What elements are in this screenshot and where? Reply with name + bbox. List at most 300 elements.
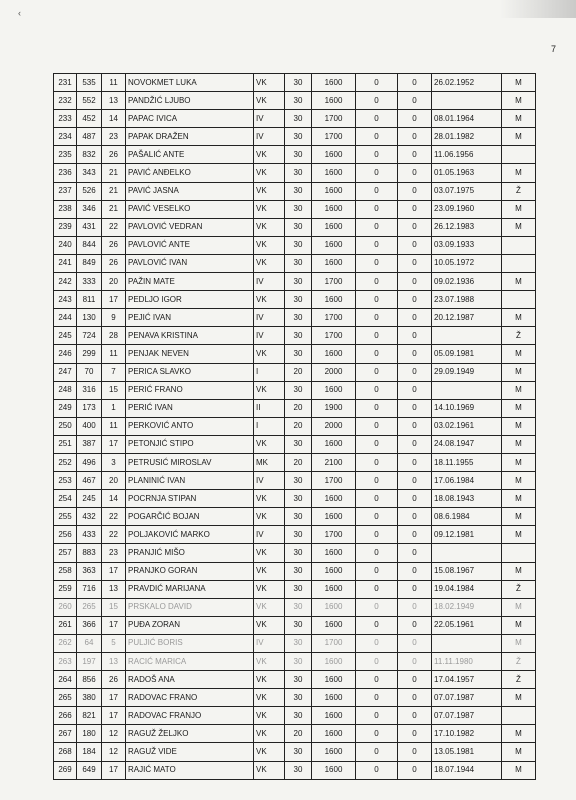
zero-cell-a: 0 xyxy=(356,164,398,182)
table-row xyxy=(54,309,536,327)
zero-cell-a: 0 xyxy=(356,743,398,761)
birth-date-cell: 07.07.1987 xyxy=(432,689,502,707)
sex-cell xyxy=(502,146,536,164)
row-number-cell: 262 xyxy=(54,634,77,652)
row-number-cell: 245 xyxy=(54,327,77,345)
birth-date-cell: 01.05.1963 xyxy=(432,164,502,182)
row-number-cell: 250 xyxy=(54,417,77,435)
section-cell: 11 xyxy=(102,74,126,92)
name-cell: RAJIĆ MATO xyxy=(126,761,254,779)
row-number-cell: 251 xyxy=(54,435,77,453)
birth-date-cell xyxy=(432,327,502,345)
birth-date-cell: 17.06.1984 xyxy=(432,472,502,490)
zero-cell-b: 0 xyxy=(398,309,432,327)
member-code-cell: 496 xyxy=(77,453,102,471)
sex-cell: M xyxy=(502,92,536,110)
zero-cell-b: 0 xyxy=(398,381,432,399)
name-cell: PETONJIĆ STIPO xyxy=(126,435,254,453)
member-code-cell: 245 xyxy=(77,490,102,508)
zero-cell-b: 0 xyxy=(398,254,432,272)
table-row xyxy=(54,725,536,743)
value-cell: 30 xyxy=(285,634,312,652)
birth-date-cell xyxy=(432,92,502,110)
value-cell: 30 xyxy=(285,490,312,508)
section-cell: 21 xyxy=(102,164,126,182)
points-cell: 1600 xyxy=(312,254,356,272)
points-cell: 1700 xyxy=(312,128,356,146)
zero-cell-b: 0 xyxy=(398,526,432,544)
birth-date-cell: 09.12.1981 xyxy=(432,526,502,544)
zero-cell-b: 0 xyxy=(398,616,432,634)
sex-cell: M xyxy=(502,562,536,580)
sex-cell: M xyxy=(502,490,536,508)
zero-cell-b: 0 xyxy=(398,74,432,92)
sex-cell: M xyxy=(502,218,536,236)
class-cell: VK xyxy=(254,291,285,309)
section-cell: 7 xyxy=(102,363,126,381)
zero-cell-a: 0 xyxy=(356,453,398,471)
sex-cell: M xyxy=(502,598,536,616)
birth-date-cell: 23.09.1960 xyxy=(432,200,502,218)
name-cell: PAVLOVIĆ IVAN xyxy=(126,254,254,272)
name-cell: PAŠALIĆ ANTE xyxy=(126,146,254,164)
name-cell: PULJIĆ BORIS xyxy=(126,634,254,652)
zero-cell-a: 0 xyxy=(356,218,398,236)
zero-cell-a: 0 xyxy=(356,562,398,580)
zero-cell-b: 0 xyxy=(398,761,432,779)
registry-table xyxy=(53,73,536,780)
zero-cell-a: 0 xyxy=(356,273,398,291)
row-number-cell: 237 xyxy=(54,182,77,200)
member-code-cell: 821 xyxy=(77,707,102,725)
table-row xyxy=(54,182,536,200)
sex-cell: M xyxy=(502,200,536,218)
row-number-cell: 265 xyxy=(54,689,77,707)
points-cell: 1600 xyxy=(312,291,356,309)
table-row xyxy=(54,490,536,508)
class-cell: IV xyxy=(254,634,285,652)
member-code-cell: 265 xyxy=(77,598,102,616)
section-cell: 5 xyxy=(102,634,126,652)
birth-date-cell: 11.11.1980 xyxy=(432,653,502,671)
row-number-cell: 255 xyxy=(54,508,77,526)
zero-cell-a: 0 xyxy=(356,435,398,453)
member-code-cell: 316 xyxy=(77,381,102,399)
name-cell: PAVLOVIĆ VEDRAN xyxy=(126,218,254,236)
points-cell: 1600 xyxy=(312,598,356,616)
section-cell: 26 xyxy=(102,146,126,164)
name-cell: NOVOKMET LUKA xyxy=(126,74,254,92)
table-row xyxy=(54,761,536,779)
section-cell: 17 xyxy=(102,761,126,779)
table-row xyxy=(54,399,536,417)
section-cell: 23 xyxy=(102,128,126,146)
points-cell: 1600 xyxy=(312,508,356,526)
class-cell: I xyxy=(254,363,285,381)
birth-date-cell xyxy=(432,634,502,652)
sex-cell: Ž xyxy=(502,671,536,689)
zero-cell-a: 0 xyxy=(356,417,398,435)
row-number-cell: 243 xyxy=(54,291,77,309)
value-cell: 30 xyxy=(285,345,312,363)
zero-cell-b: 0 xyxy=(398,544,432,562)
sex-cell: M xyxy=(502,381,536,399)
zero-cell-a: 0 xyxy=(356,110,398,128)
class-cell: VK xyxy=(254,236,285,254)
section-cell: 22 xyxy=(102,218,126,236)
birth-date-cell: 11.06.1956 xyxy=(432,146,502,164)
points-cell: 1600 xyxy=(312,580,356,598)
section-cell: 22 xyxy=(102,526,126,544)
section-cell: 21 xyxy=(102,200,126,218)
member-code-cell: 811 xyxy=(77,291,102,309)
row-number-cell: 244 xyxy=(54,309,77,327)
row-number-cell: 234 xyxy=(54,128,77,146)
row-number-cell: 240 xyxy=(54,236,77,254)
value-cell: 30 xyxy=(285,309,312,327)
row-number-cell: 268 xyxy=(54,743,77,761)
birth-date-cell xyxy=(432,381,502,399)
sex-cell: M xyxy=(502,616,536,634)
sex-cell: M xyxy=(502,453,536,471)
class-cell: VK xyxy=(254,580,285,598)
member-code-cell: 346 xyxy=(77,200,102,218)
name-cell: PEJIĆ IVAN xyxy=(126,309,254,327)
birth-date-cell: 18.11.1955 xyxy=(432,453,502,471)
value-cell: 30 xyxy=(285,598,312,616)
zero-cell-a: 0 xyxy=(356,309,398,327)
member-code-cell: 716 xyxy=(77,580,102,598)
class-cell: VK xyxy=(254,689,285,707)
class-cell: VK xyxy=(254,508,285,526)
sex-cell xyxy=(502,254,536,272)
zero-cell-a: 0 xyxy=(356,254,398,272)
member-code-cell: 467 xyxy=(77,472,102,490)
zero-cell-a: 0 xyxy=(356,399,398,417)
class-cell: VK xyxy=(254,200,285,218)
value-cell: 30 xyxy=(285,526,312,544)
points-cell: 1600 xyxy=(312,689,356,707)
value-cell: 30 xyxy=(285,327,312,345)
birth-date-cell: 08.6.1984 xyxy=(432,508,502,526)
zero-cell-b: 0 xyxy=(398,417,432,435)
points-cell: 1600 xyxy=(312,92,356,110)
table-row xyxy=(54,236,536,254)
value-cell: 30 xyxy=(285,435,312,453)
sex-cell: M xyxy=(502,417,536,435)
points-cell: 1600 xyxy=(312,218,356,236)
value-cell: 30 xyxy=(285,146,312,164)
member-code-cell: 535 xyxy=(77,74,102,92)
sex-cell: M xyxy=(502,128,536,146)
birth-date-cell: 18.02.1949 xyxy=(432,598,502,616)
row-number-cell: 259 xyxy=(54,580,77,598)
zero-cell-b: 0 xyxy=(398,598,432,616)
row-number-cell: 233 xyxy=(54,110,77,128)
zero-cell-b: 0 xyxy=(398,92,432,110)
row-number-cell: 248 xyxy=(54,381,77,399)
zero-cell-a: 0 xyxy=(356,182,398,200)
value-cell: 20 xyxy=(285,417,312,435)
zero-cell-a: 0 xyxy=(356,508,398,526)
sex-cell: M xyxy=(502,363,536,381)
row-number-cell: 242 xyxy=(54,273,77,291)
class-cell: IV xyxy=(254,526,285,544)
name-cell: PERIĆ IVAN xyxy=(126,399,254,417)
scan-shadow xyxy=(500,0,576,18)
zero-cell-a: 0 xyxy=(356,634,398,652)
sex-cell: M xyxy=(502,345,536,363)
name-cell: PRSKALO DAVID xyxy=(126,598,254,616)
zero-cell-a: 0 xyxy=(356,472,398,490)
points-cell: 1600 xyxy=(312,381,356,399)
name-cell: PAŽIN MATE xyxy=(126,273,254,291)
name-cell: PETRUSIĆ MIROSLAV xyxy=(126,453,254,471)
points-cell: 1700 xyxy=(312,526,356,544)
row-number-cell: 247 xyxy=(54,363,77,381)
sex-cell: M xyxy=(502,725,536,743)
sex-cell: M xyxy=(502,309,536,327)
class-cell: VK xyxy=(254,616,285,634)
member-code-cell: 432 xyxy=(77,508,102,526)
class-cell: IV xyxy=(254,309,285,327)
table-row xyxy=(54,254,536,272)
row-number-cell: 266 xyxy=(54,707,77,725)
name-cell: RADOŠ ANA xyxy=(126,671,254,689)
zero-cell-b: 0 xyxy=(398,110,432,128)
table-row xyxy=(54,381,536,399)
zero-cell-b: 0 xyxy=(398,182,432,200)
birth-date-cell: 28.01.1982 xyxy=(432,128,502,146)
birth-date-cell: 03.02.1961 xyxy=(432,417,502,435)
name-cell: PAVLOVIĆ ANTE xyxy=(126,236,254,254)
section-cell: 12 xyxy=(102,743,126,761)
class-cell: I xyxy=(254,417,285,435)
points-cell: 2000 xyxy=(312,417,356,435)
zero-cell-b: 0 xyxy=(398,200,432,218)
name-cell: PERICA SLAVKO xyxy=(126,363,254,381)
member-code-cell: 431 xyxy=(77,218,102,236)
zero-cell-b: 0 xyxy=(398,671,432,689)
points-cell: 1600 xyxy=(312,707,356,725)
value-cell: 30 xyxy=(285,472,312,490)
zero-cell-b: 0 xyxy=(398,273,432,291)
table-row xyxy=(54,598,536,616)
table-row xyxy=(54,291,536,309)
section-cell: 20 xyxy=(102,472,126,490)
birth-date-cell xyxy=(432,544,502,562)
table-row xyxy=(54,653,536,671)
name-cell: POCRNJA STIPAN xyxy=(126,490,254,508)
birth-date-cell: 29.09.1949 xyxy=(432,363,502,381)
section-cell: 20 xyxy=(102,273,126,291)
birth-date-cell: 26.12.1983 xyxy=(432,218,502,236)
row-number-cell: 241 xyxy=(54,254,77,272)
table-row xyxy=(54,327,536,345)
birth-date-cell: 14.10.1969 xyxy=(432,399,502,417)
section-cell: 17 xyxy=(102,689,126,707)
birth-date-cell: 05.09.1981 xyxy=(432,345,502,363)
member-code-cell: 180 xyxy=(77,725,102,743)
member-code-cell: 184 xyxy=(77,743,102,761)
section-cell: 11 xyxy=(102,417,126,435)
row-number-cell: 249 xyxy=(54,399,77,417)
value-cell: 30 xyxy=(285,761,312,779)
zero-cell-b: 0 xyxy=(398,218,432,236)
zero-cell-a: 0 xyxy=(356,345,398,363)
row-number-cell: 258 xyxy=(54,562,77,580)
table-row xyxy=(54,707,536,725)
name-cell: PAPAK DRAŽEN xyxy=(126,128,254,146)
zero-cell-a: 0 xyxy=(356,707,398,725)
table-row xyxy=(54,562,536,580)
value-cell: 30 xyxy=(285,580,312,598)
points-cell: 1600 xyxy=(312,671,356,689)
member-code-cell: 844 xyxy=(77,236,102,254)
value-cell: 30 xyxy=(285,689,312,707)
sex-cell: Ž xyxy=(502,182,536,200)
sex-cell xyxy=(502,291,536,309)
scan-mark: ‹ xyxy=(18,8,21,18)
table-row xyxy=(54,634,536,652)
zero-cell-a: 0 xyxy=(356,236,398,254)
name-cell: POGARČIĆ BOJAN xyxy=(126,508,254,526)
points-cell: 1700 xyxy=(312,273,356,291)
member-code-cell: 487 xyxy=(77,128,102,146)
birth-date-cell: 03.07.1975 xyxy=(432,182,502,200)
zero-cell-b: 0 xyxy=(398,580,432,598)
zero-cell-b: 0 xyxy=(398,707,432,725)
section-cell: 1 xyxy=(102,399,126,417)
zero-cell-a: 0 xyxy=(356,74,398,92)
birth-date-cell: 03.09.1933 xyxy=(432,236,502,254)
value-cell: 20 xyxy=(285,453,312,471)
table-row xyxy=(54,616,536,634)
member-code-cell: 366 xyxy=(77,616,102,634)
row-number-cell: 254 xyxy=(54,490,77,508)
row-number-cell: 231 xyxy=(54,74,77,92)
class-cell: VK xyxy=(254,490,285,508)
zero-cell-a: 0 xyxy=(356,146,398,164)
row-number-cell: 232 xyxy=(54,92,77,110)
birth-date-cell: 18.08.1943 xyxy=(432,490,502,508)
member-code-cell: 400 xyxy=(77,417,102,435)
class-cell: VK xyxy=(254,707,285,725)
value-cell: 30 xyxy=(285,291,312,309)
value-cell: 30 xyxy=(285,707,312,725)
section-cell: 13 xyxy=(102,92,126,110)
section-cell: 13 xyxy=(102,653,126,671)
zero-cell-a: 0 xyxy=(356,291,398,309)
table-row xyxy=(54,417,536,435)
section-cell: 11 xyxy=(102,345,126,363)
value-cell: 30 xyxy=(285,743,312,761)
value-cell: 30 xyxy=(285,110,312,128)
birth-date-cell: 26.02.1952 xyxy=(432,74,502,92)
section-cell: 14 xyxy=(102,110,126,128)
zero-cell-b: 0 xyxy=(398,725,432,743)
section-cell: 13 xyxy=(102,580,126,598)
zero-cell-b: 0 xyxy=(398,146,432,164)
name-cell: PERIĆ FRANO xyxy=(126,381,254,399)
table-row xyxy=(54,273,536,291)
table-row xyxy=(54,526,536,544)
zero-cell-a: 0 xyxy=(356,725,398,743)
zero-cell-b: 0 xyxy=(398,634,432,652)
member-code-cell: 363 xyxy=(77,562,102,580)
section-cell: 12 xyxy=(102,725,126,743)
table-row xyxy=(54,146,536,164)
points-cell: 1600 xyxy=(312,200,356,218)
value-cell: 30 xyxy=(285,544,312,562)
points-cell: 1600 xyxy=(312,743,356,761)
points-cell: 1600 xyxy=(312,182,356,200)
table-row xyxy=(54,92,536,110)
row-number-cell: 267 xyxy=(54,725,77,743)
class-cell: VK xyxy=(254,146,285,164)
points-cell: 1700 xyxy=(312,327,356,345)
sex-cell xyxy=(502,707,536,725)
member-code-cell: 173 xyxy=(77,399,102,417)
member-code-cell: 70 xyxy=(77,363,102,381)
table-row xyxy=(54,580,536,598)
birth-date-cell: 17.04.1957 xyxy=(432,671,502,689)
row-number-cell: 238 xyxy=(54,200,77,218)
table-row xyxy=(54,200,536,218)
value-cell: 30 xyxy=(285,616,312,634)
zero-cell-a: 0 xyxy=(356,363,398,381)
class-cell: VK xyxy=(254,653,285,671)
class-cell: VK xyxy=(254,562,285,580)
class-cell: IV xyxy=(254,273,285,291)
class-cell: VK xyxy=(254,671,285,689)
value-cell: 30 xyxy=(285,218,312,236)
value-cell: 30 xyxy=(285,381,312,399)
value-cell: 30 xyxy=(285,508,312,526)
class-cell: VK xyxy=(254,544,285,562)
zero-cell-b: 0 xyxy=(398,743,432,761)
row-number-cell: 253 xyxy=(54,472,77,490)
row-number-cell: 252 xyxy=(54,453,77,471)
zero-cell-b: 0 xyxy=(398,164,432,182)
zero-cell-a: 0 xyxy=(356,327,398,345)
points-cell: 1600 xyxy=(312,653,356,671)
member-code-cell: 299 xyxy=(77,345,102,363)
row-number-cell: 236 xyxy=(54,164,77,182)
section-cell: 17 xyxy=(102,435,126,453)
birth-date-cell: 24.08.1947 xyxy=(432,435,502,453)
name-cell: PLANINIĆ IVAN xyxy=(126,472,254,490)
member-code-cell: 333 xyxy=(77,273,102,291)
member-code-cell: 832 xyxy=(77,146,102,164)
member-code-cell: 849 xyxy=(77,254,102,272)
sex-cell: M xyxy=(502,110,536,128)
section-cell: 14 xyxy=(102,490,126,508)
class-cell: VK xyxy=(254,345,285,363)
class-cell: IV xyxy=(254,128,285,146)
table-row xyxy=(54,689,536,707)
class-cell: MK xyxy=(254,453,285,471)
points-cell: 1600 xyxy=(312,345,356,363)
points-cell: 1700 xyxy=(312,110,356,128)
points-cell: 1700 xyxy=(312,634,356,652)
zero-cell-a: 0 xyxy=(356,761,398,779)
name-cell: RAGUŽ VIDE xyxy=(126,743,254,761)
name-cell: PRANJIĆ MIŠO xyxy=(126,544,254,562)
points-cell: 1700 xyxy=(312,309,356,327)
points-cell: 1600 xyxy=(312,761,356,779)
zero-cell-a: 0 xyxy=(356,671,398,689)
